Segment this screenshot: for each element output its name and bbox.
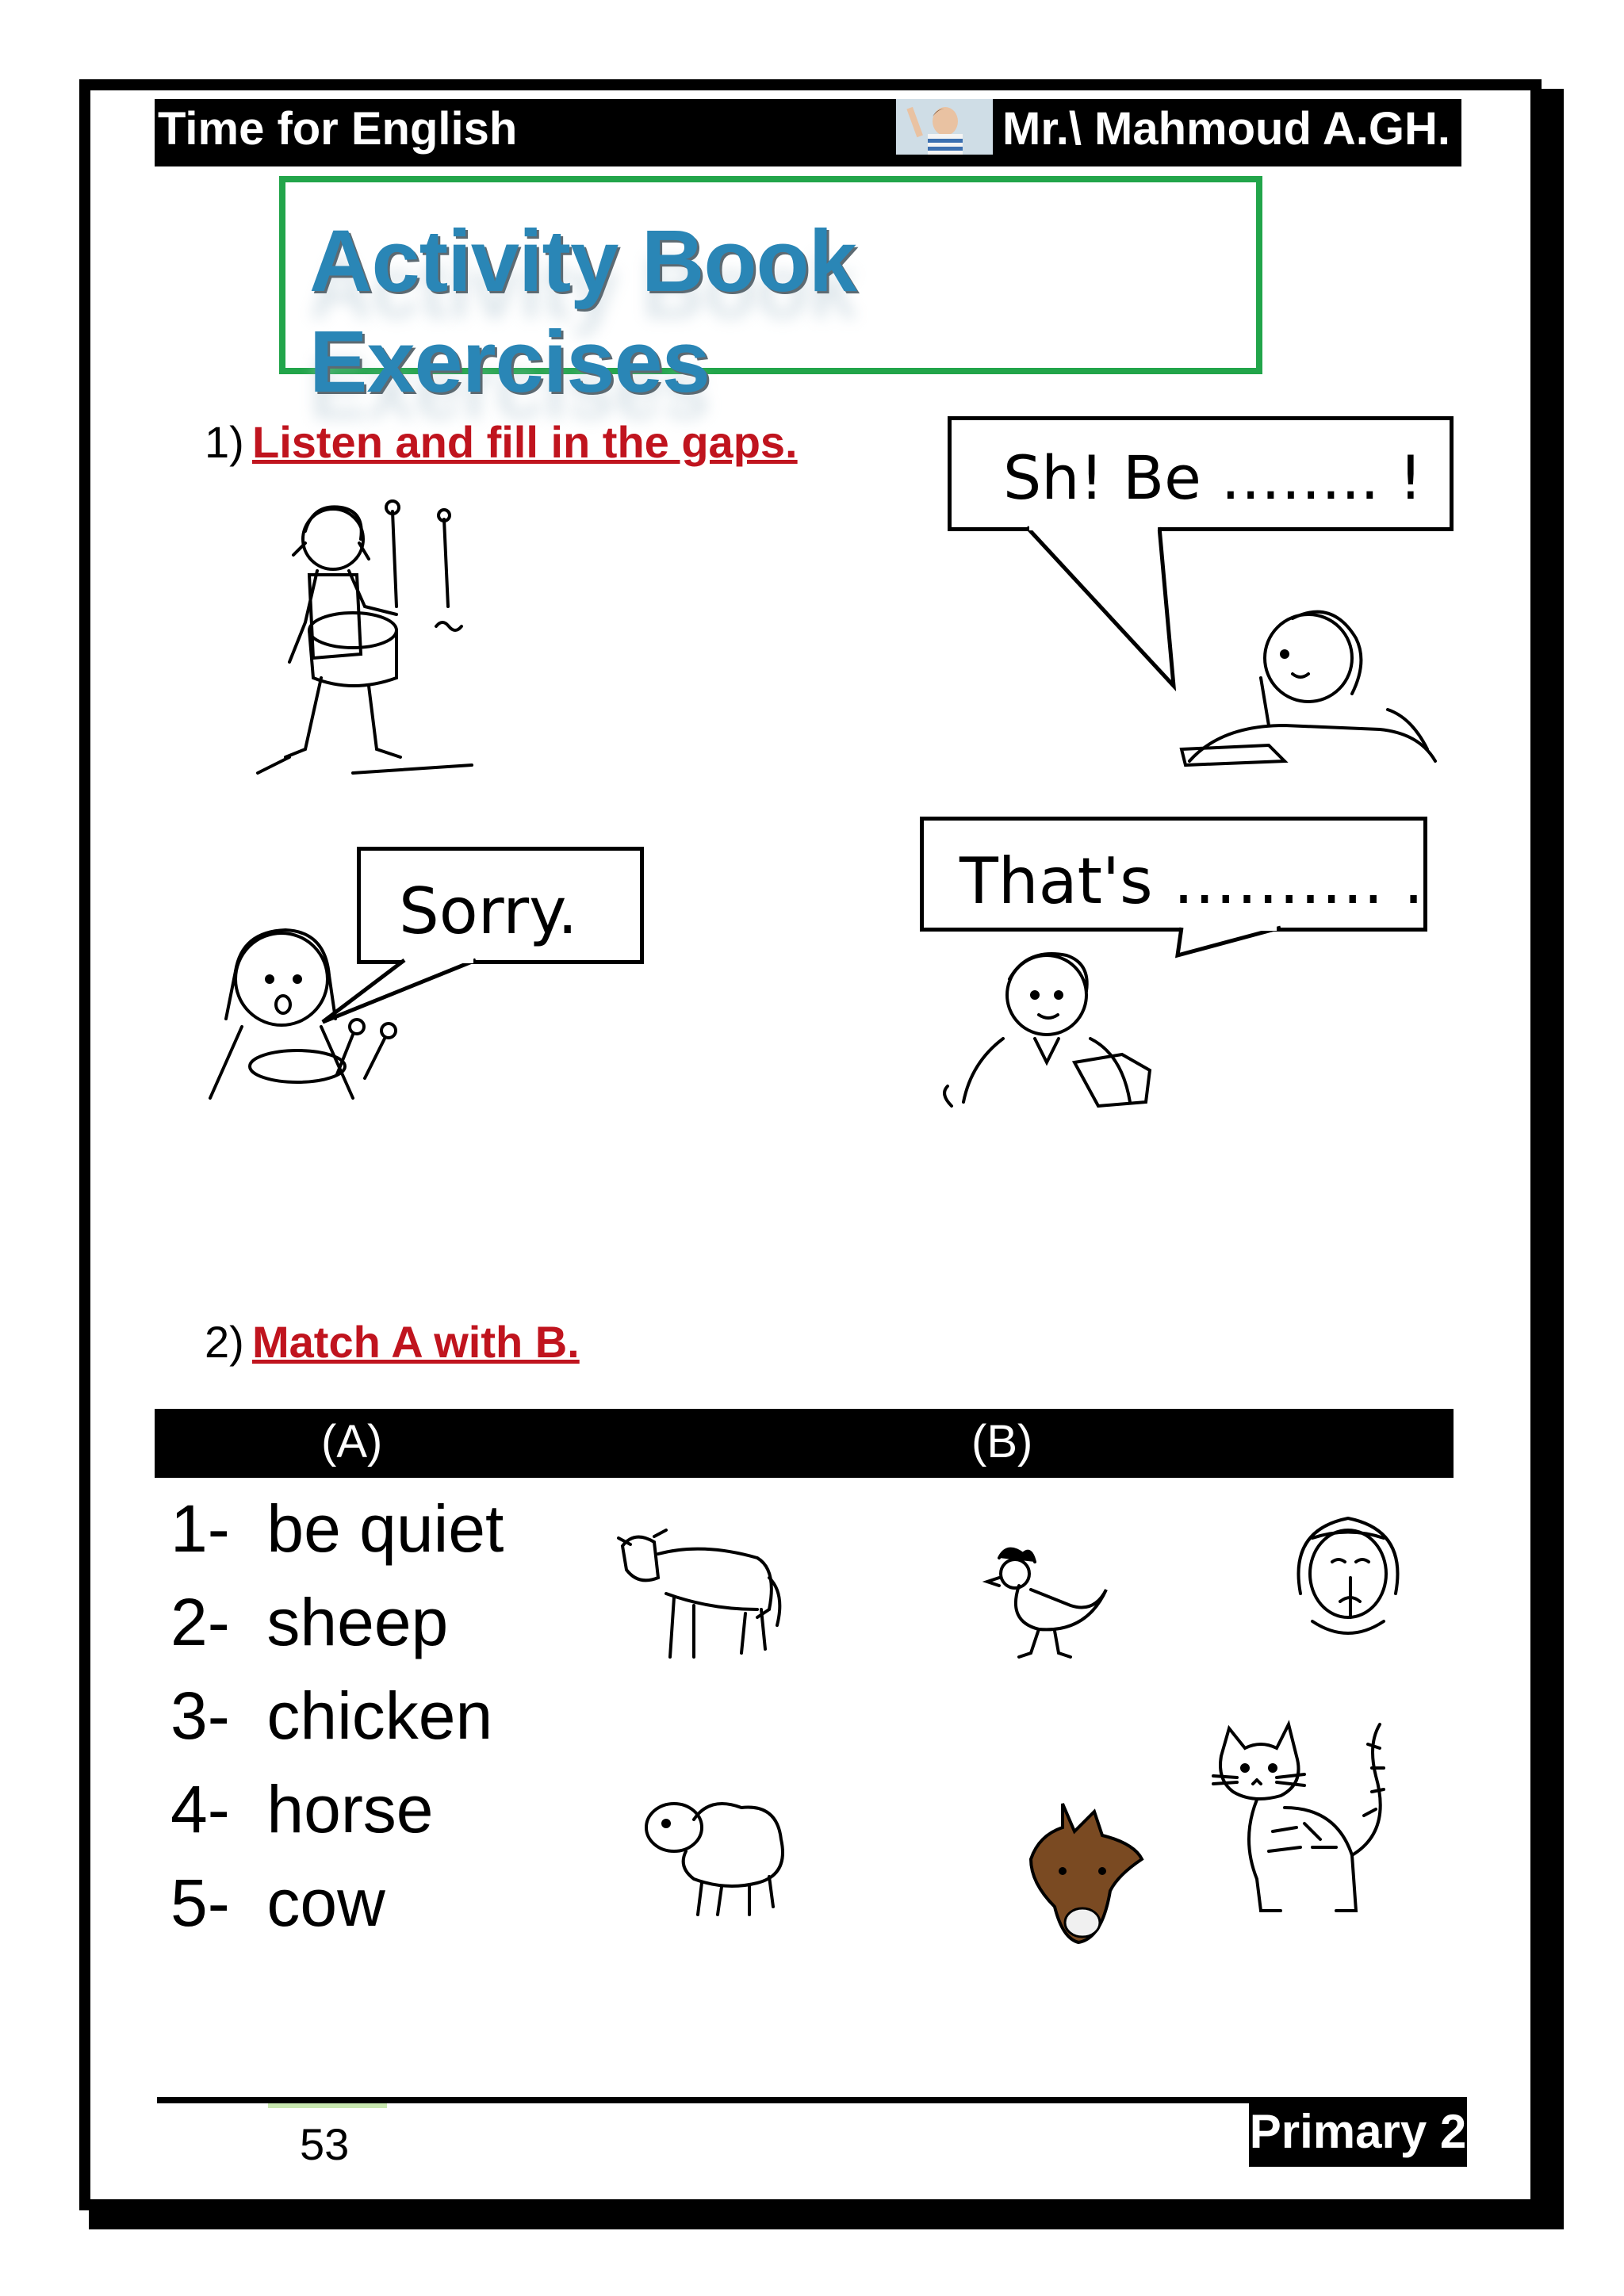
bubble-tail-be-quiet — [1023, 527, 1182, 694]
bubble-tail-thats — [1174, 928, 1285, 959]
page-title: Activity Book Exercises — [309, 212, 856, 411]
item-number: 5- — [170, 1866, 230, 1940]
girl-shushing-picture — [1281, 1506, 1415, 1645]
reading-boy-illustration — [1174, 591, 1443, 773]
item-text: chicken — [266, 1678, 493, 1753]
speech-bubble-thats — [920, 817, 1427, 932]
item-text: be quiet — [266, 1491, 504, 1566]
level-badge: Primary 2 — [1249, 2097, 1467, 2167]
item-number: 1- — [170, 1491, 230, 1566]
speech-bubble-sorry — [357, 847, 644, 964]
item-text: horse — [266, 1772, 434, 1846]
bubble-tail-sorry — [321, 960, 480, 1024]
cow-picture — [607, 1522, 789, 1665]
rooster-picture — [975, 1542, 1118, 1661]
column-b-label: (B) — [971, 1416, 1033, 1468]
child-photo-image — [896, 99, 993, 155]
item-text: cow — [266, 1866, 385, 1940]
list-item — [170, 1678, 492, 1755]
bubble-be-quiet-text: Sh! Be …….. ! — [1003, 442, 1423, 513]
list-item — [170, 1584, 448, 1661]
item-text: sheep — [266, 1585, 449, 1659]
question-2-instruction: Match A with B. — [252, 1317, 580, 1367]
list-item — [170, 1490, 504, 1567]
header-bar — [155, 99, 1461, 166]
title-box — [279, 176, 1262, 411]
page-number: 53 — [300, 2119, 350, 2169]
match-columns-header — [155, 1409, 1454, 1478]
item-number: 3- — [170, 1678, 230, 1753]
drumming-child-illustration — [258, 496, 480, 789]
list-item — [170, 1771, 434, 1848]
boy-with-book-illustration — [940, 936, 1178, 1114]
header-left-title: Time for English — [158, 103, 518, 155]
list-item — [170, 1865, 385, 1942]
footer-accent — [268, 2103, 387, 2108]
question-1-number: 1) — [205, 417, 244, 467]
item-number: 2- — [170, 1585, 230, 1659]
speech-bubble-be-quiet — [948, 416, 1454, 531]
item-number: 4- — [170, 1772, 230, 1846]
column-a-label: (A) — [321, 1416, 383, 1468]
question-1-instruction: Listen and fill in the gaps. — [252, 417, 798, 467]
sheep-picture — [630, 1788, 789, 1923]
bubble-thats-text: That's ………. . — [959, 844, 1424, 918]
header-right-title: Mr.\ Mahmoud A.GH. — [1002, 103, 1450, 155]
horse-picture — [1015, 1796, 1150, 1946]
bubble-sorry-text: Sorry. — [399, 874, 578, 948]
question-2-number: 2) — [205, 1317, 244, 1367]
cat-picture — [1209, 1712, 1400, 1927]
